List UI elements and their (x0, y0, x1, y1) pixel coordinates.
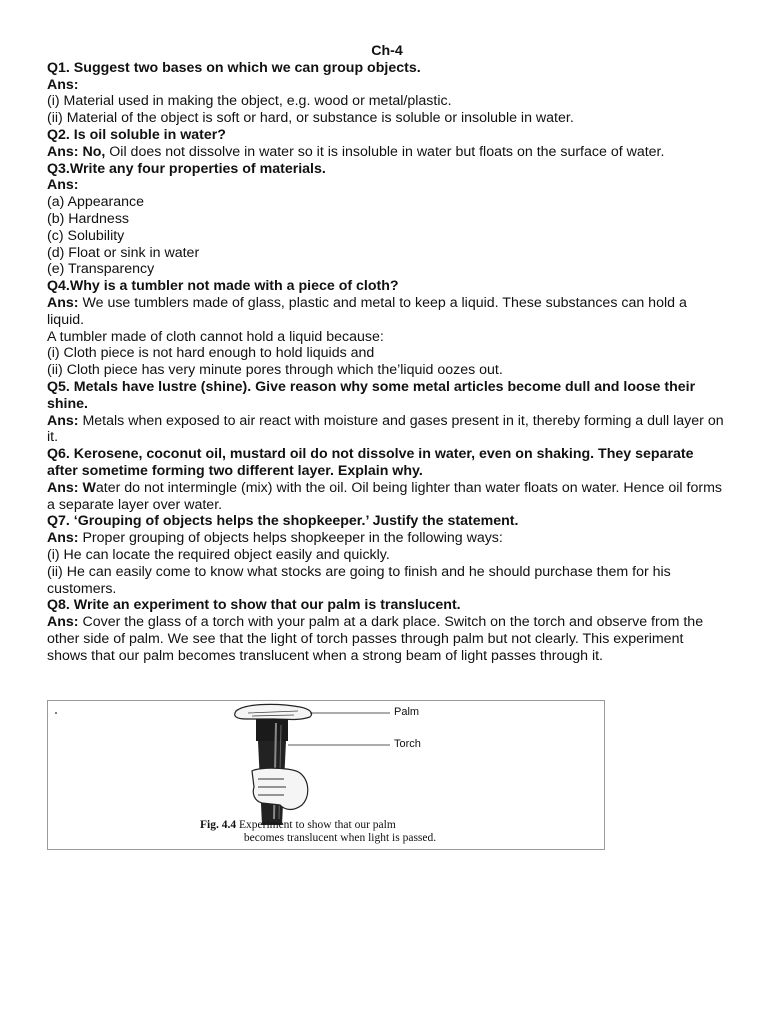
figure-caption (200, 819, 500, 845)
question-7-block (47, 513, 727, 597)
chapter-title: Ch-4 (371, 43, 403, 59)
question-1: Q1. Suggest two bases on which we can group objects. (47, 59, 421, 76)
answer-5-text: Metals when exposed to air react with moisture and gases present in it, thereby forming a dull layer on it. (47, 412, 724, 446)
question-6: Q6. Kerosene, coconut oil, mustard oil do not dissolve in water, even on shaking. They separate after sometime forming two different layer. Explain why. (47, 446, 694, 479)
answer-1-line-2: (ii) Material of the object is soft or hard, or substance is soluble or insoluble in water. (47, 110, 574, 127)
answer-3-line-1: (a) Appearance (47, 194, 145, 211)
answer-3-label: Ans: (47, 177, 79, 194)
answer-6-label: Ans: W (47, 479, 96, 496)
answer-6-text: ater do not intermingle (mix) with the oil. Oil being lighter than water floats on water. Hence oil forms a separate layer over water. (47, 479, 722, 513)
answer-5-label: Ans: (47, 412, 79, 429)
question-3-block (47, 161, 727, 279)
question-4: Q4.Why is a tumbler not made with a piece of cloth? (47, 278, 399, 295)
worksheet-page (47, 43, 727, 664)
answer-4-line-1: A tumbler made of cloth cannot hold a liquid because: (47, 328, 384, 345)
question-7: Q7. ‘Grouping of objects helps the shopkeeper.’ Justify the statement. (47, 513, 519, 530)
question-5: Q5. Metals have lustre (shine). Give reason why some metal articles become dull and loose their shine. (47, 378, 696, 412)
figure-number: Fig. 4.4 (200, 819, 237, 831)
answer-1-label: Ans: (47, 76, 79, 93)
torch-label: Torch (394, 738, 421, 750)
question-3: Q3.Write any four properties of materials. (47, 160, 326, 177)
answer-6 (47, 480, 727, 514)
question-8: Q8. Write an experiment to show that our palm is translucent. (47, 597, 461, 614)
answer-4-line-2: (i) Cloth piece is not hard enough to hold liquids and (47, 345, 375, 362)
answer-7-label: Ans: (47, 530, 79, 547)
answer-3-line-4: (d) Float or sink in water (47, 244, 200, 261)
answer-2-text: Oil does not dissolve in water so it is insoluble in water but floats on the surface of water. (105, 143, 665, 160)
question-4-block (47, 278, 727, 379)
answer-7 (47, 530, 727, 547)
answer-3-line-3: (c) Solubility (47, 227, 125, 244)
question-2: Q2. Is oil soluble in water? (47, 126, 226, 143)
answer-4 (47, 295, 727, 329)
answer-8-label: Ans: (47, 614, 79, 631)
question-8-block (47, 597, 727, 664)
question-5-block (47, 379, 727, 446)
answer-1-line-1: (i) Material used in making the object, e.g. wood or metal/plastic. (47, 93, 452, 110)
answer-7-line-2: (ii) He can easily come to know what stocks are going to finish and he should purchase them for his customers. (47, 563, 671, 597)
answer-4-text: We use tumblers made of glass, plastic and metal to keep a liquid. These substances can hold a liquid. (47, 294, 687, 328)
answer-3-line-2: (b) Hardness (47, 210, 130, 227)
answer-2 (47, 144, 727, 161)
question-1-block (47, 60, 727, 127)
answer-8 (47, 614, 727, 664)
palm-label: Palm (394, 706, 420, 718)
figure-caption-line-1: Experiment to show that our palm (236, 819, 396, 831)
torch-head (256, 719, 288, 741)
answer-4-label: Ans: (47, 294, 79, 311)
answer-7-line-1: (i) He can locate the required object easily and quickly. (47, 546, 390, 563)
speck-mark (55, 712, 57, 714)
answer-8-text: Cover the glass of a torch with your palm at a dark place. Switch on the torch and observe from the other side of palm. We see that the light of torch passes through palm but not clearly. This experiment shows that our palm becomes translucent when a strong beam of light passes through it. (47, 614, 704, 664)
hand-shape (252, 768, 308, 809)
question-2-block (47, 127, 727, 161)
answer-3-line-5: (e) Transparency (47, 261, 155, 278)
answer-5 (47, 413, 727, 447)
answer-4-line-3: (ii) Cloth piece has very minute pores through which the’liquid oozes out. (47, 362, 503, 379)
answer-7-text: Proper grouping of objects helps shopkeeper in the following ways: (78, 530, 503, 547)
figure-caption-line-2: becomes translucent when light is passed. (243, 832, 437, 844)
answer-2-label: Ans: No, (47, 143, 106, 160)
question-6-block (47, 446, 727, 513)
figure-palm-torch (47, 700, 605, 850)
